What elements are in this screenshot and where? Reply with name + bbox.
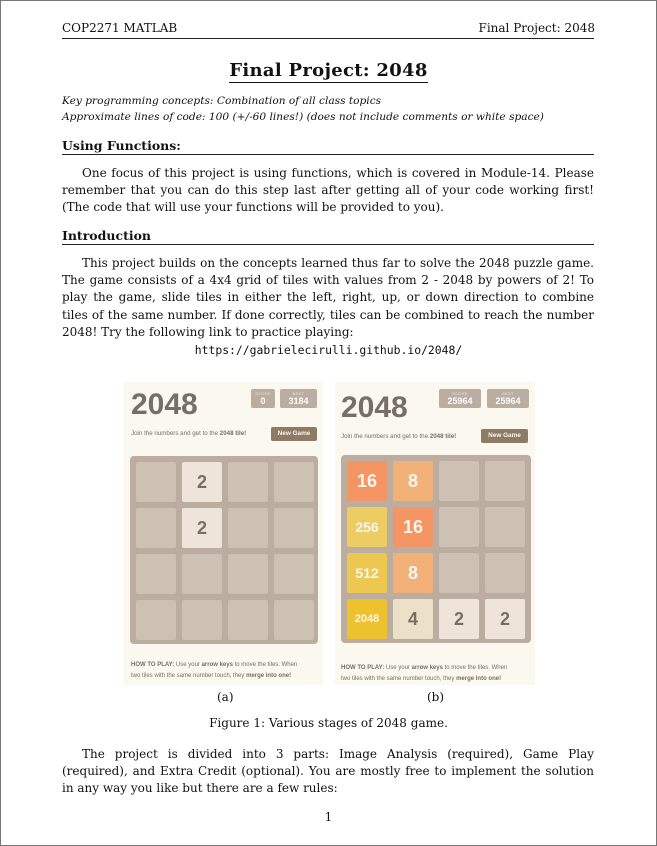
text-line: your functions will be provided to you). [204,200,444,215]
howto-lead: HOW TO PLAY: [131,662,175,668]
tile-empty [439,461,479,501]
key-concepts: Key programming concepts: Combination of all class topics [62,95,382,107]
tile-empty [274,554,314,594]
running-header-right: Final Project: 2048 [478,21,595,35]
tile-empty [485,553,525,593]
section-heading-introduction: Introduction [62,228,594,245]
tile-8: 8 [393,553,433,593]
header-rule [62,38,594,39]
running-header-left: COP2271 MATLAB [62,21,178,35]
tile-empty [485,507,525,547]
game-link[interactable]: https://gabrielecirulli.github.io/2048/ [194,343,463,357]
tile-empty [136,462,176,502]
tile-empty [274,462,314,502]
tile-empty [228,508,268,548]
intro-bold: 2048 tile! [219,430,247,437]
text-line: tiles in either the left, right, up, or down direction to combine tiles of the same number. If done [62,290,595,322]
figure-caption: Figure 1: Various stages of 2048 game. [209,716,448,730]
score-box [251,389,275,408]
best-label: BEST [292,391,305,396]
tile-2: 2 [439,599,479,639]
tile-empty [228,600,268,640]
howto-text: two tiles with the same number touch, they [341,676,457,682]
text-line: correctly, tiles can be combined to reach the number 2048! Try the following link to practice [62,307,594,339]
tile-2: 2 [485,599,525,639]
game-screenshot-a [123,382,323,685]
tile-empty [136,600,176,640]
how-to-play-text [341,663,507,685]
document-title-text: Final Project: 2048 [229,60,428,81]
text-line: This project builds on the concepts learned thus far to solve the 2048 puzzle game. The game [62,256,594,288]
tile-256: 256 [347,507,387,547]
tile-16: 16 [347,461,387,501]
best-value: 3184 [288,396,309,406]
tile-empty [439,553,479,593]
howto-text: to move the tiles. When [442,665,508,671]
game-title: 2048 [131,388,198,421]
howto-text: to move the tiles. When [232,662,298,668]
tile-8: 8 [393,461,433,501]
paragraph-closing [62,746,594,798]
tile-empty [136,554,176,594]
best-value: 25964 [495,396,521,406]
section-heading-functions: Using Functions: [62,138,594,155]
text-line: playing: [304,324,354,339]
text-line: The project is divided into 3 parts: Image Analysis (required), Game Play (required), and [62,747,594,779]
tile-empty [136,508,176,548]
score-label: SCORE [452,391,468,396]
score-label: SCORE [255,391,271,396]
game-board [130,456,318,644]
tile-empty [439,507,479,547]
score-value: 0 [260,396,266,406]
intro-bold: 2048 tile! [429,433,457,440]
text-line: consists of a 4x4 grid of tiles with values from 2 - 2048 by powers of 2! To play the game, slide [62,273,594,305]
game-title: 2048 [341,391,408,424]
tile-empty [274,600,314,640]
best-box [487,389,529,408]
score-box [439,389,481,408]
paragraph-functions [62,165,594,217]
best-box [280,389,317,408]
howto-text: two tiles with the same number touch, they [131,673,247,679]
approx-lines: Approximate lines of code: 100 (+/-60 lines!) (does not include comments or white space) [62,111,544,123]
intro-text: Join the numbers and get to the [341,433,430,440]
game-board [341,455,531,643]
document-title [0,60,657,81]
tile-16: 16 [393,507,433,547]
page-number: 1 [324,810,333,824]
howto-keys: arrow keys [201,662,233,668]
tile-2: 2 [182,462,222,502]
new-game-button[interactable]: New Game [481,429,528,443]
howto-lead: HOW TO PLAY: [341,665,385,671]
tile-empty [182,600,222,640]
game-intro-text [131,430,246,437]
subfigure-label-a: (a) [217,690,234,704]
text-line: that you can do this step last after getting all of your code working first! (The code that will use [62,183,594,215]
intro-text: Join the numbers and get to the [131,430,220,437]
howto-merge: merge into one! [456,676,502,682]
how-to-play-text [131,660,297,682]
best-label: BEST [502,391,514,396]
text-line: there are a few rules: [206,781,338,796]
howto-merge: merge into one! [246,673,292,679]
tile-512: 512 [347,553,387,593]
paragraph-introduction [62,255,594,341]
score-value: 25964 [447,396,473,406]
text-line: Extra Credit (optional). You are mostly free to implement the solution in any way you like but [62,764,594,796]
tile-empty [228,554,268,594]
tile-empty [182,554,222,594]
tile-empty [228,462,268,502]
subfigure-label-b: (b) [427,690,445,704]
tile-empty [485,461,525,501]
tile-4: 4 [393,599,433,639]
howto-keys: arrow keys [411,665,443,671]
text-line: One focus of this project is using functions, which is covered in Module-14. Please remember [62,166,594,198]
game-intro-text [341,433,456,440]
tile-2048: 2048 [347,599,387,639]
howto-text: Use your [174,662,202,668]
game-screenshot-b [335,382,535,685]
tile-empty [274,508,314,548]
new-game-button[interactable]: New Game [271,427,317,441]
tile-2: 2 [182,508,222,548]
howto-text: Use your [384,665,412,671]
